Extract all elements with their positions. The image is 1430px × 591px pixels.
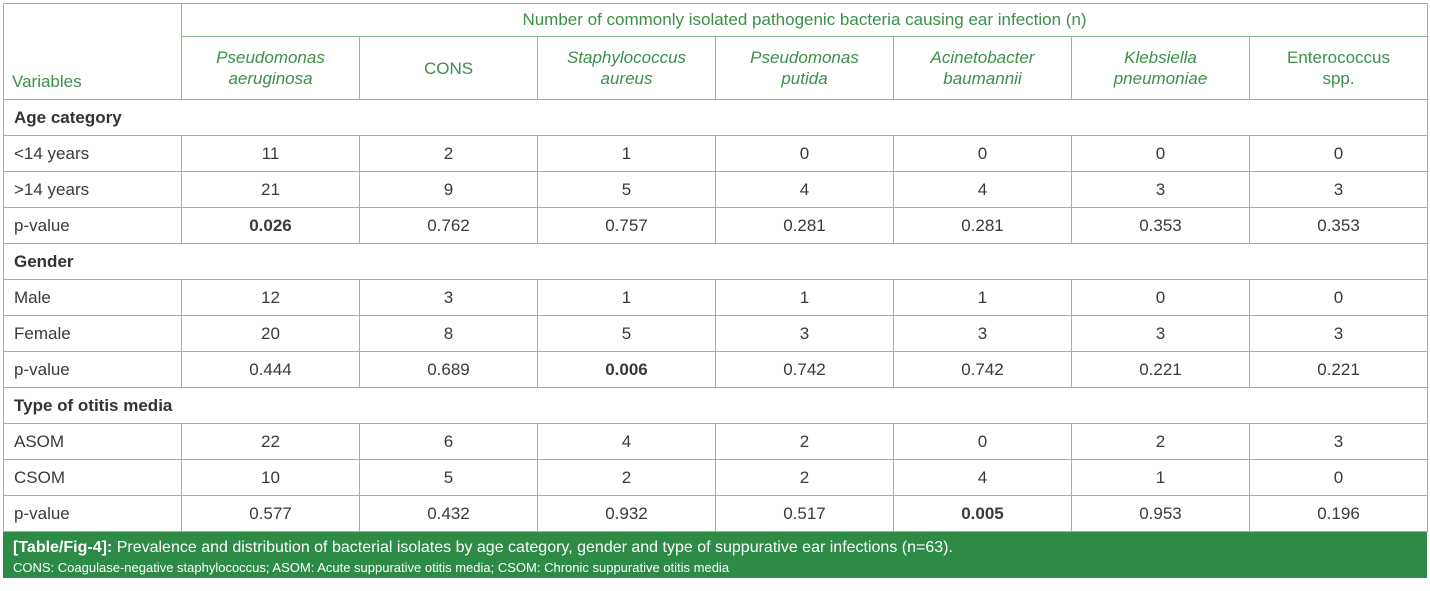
table-cell: 0 — [716, 136, 894, 172]
row-label: <14 years — [4, 136, 182, 172]
table-row — [4, 424, 1428, 460]
caption-tag: [Table/Fig-4]: — [13, 539, 113, 556]
column-header — [716, 37, 894, 100]
caption — [3, 532, 1427, 578]
column-header-line2: baumannii — [943, 69, 1022, 88]
column-header-line1: Pseudomonas — [750, 48, 859, 67]
section-title: Age category — [4, 100, 1428, 136]
column-header-line1: Acinetobacter — [930, 48, 1035, 67]
column-header — [538, 37, 716, 100]
column-header-line2: pneumoniae — [1113, 69, 1208, 88]
table-cell: 2 — [1072, 424, 1250, 460]
table-cell: 0.281 — [894, 208, 1072, 244]
table-cell: 1 — [538, 136, 716, 172]
table-cell: 0.221 — [1072, 352, 1250, 388]
column-header — [1072, 37, 1250, 100]
table-row — [4, 496, 1428, 532]
table-cell: 3 — [1250, 316, 1428, 352]
table-cell: 0.281 — [716, 208, 894, 244]
table-row — [4, 352, 1428, 388]
table-cell: 0.005 — [894, 496, 1072, 532]
table-cell: 0 — [894, 424, 1072, 460]
column-header-line1: Pseudomonas — [216, 48, 325, 67]
table-cell: 6 — [360, 424, 538, 460]
table-cell: 3 — [1072, 316, 1250, 352]
table-header — [4, 4, 1428, 100]
table-row — [4, 172, 1428, 208]
caption-text: Prevalence and distribution of bacterial isolates by age category, gender and type of suppurative ear infections (n=63). — [116, 539, 953, 556]
row-label: CSOM — [4, 460, 182, 496]
table-cell: 0 — [1072, 280, 1250, 316]
column-header — [1250, 37, 1428, 100]
column-header-line1: Klebsiella — [1124, 48, 1197, 67]
table-cell: 10 — [182, 460, 360, 496]
table-cell: 2 — [360, 136, 538, 172]
table-cell: 11 — [182, 136, 360, 172]
table-cell: 5 — [360, 460, 538, 496]
column-header — [360, 37, 538, 100]
table-cell: 0 — [1250, 136, 1428, 172]
column-header-line1: Enterococcus — [1287, 48, 1391, 67]
table-cell: 0.444 — [182, 352, 360, 388]
table-cell: 4 — [894, 172, 1072, 208]
column-header-line2: aureus — [600, 69, 653, 88]
variables-header: Variables — [4, 4, 182, 100]
table-cell: 2 — [716, 460, 894, 496]
row-label: p-value — [4, 352, 182, 388]
section-title: Gender — [4, 244, 1428, 280]
table-cell: 1 — [716, 280, 894, 316]
caption-footnote: CONS: Coagulase-negative staphylococcus; ASOM: Acute suppurative otitis media; CSOM: Chronic suppurative otitis media — [13, 560, 730, 575]
table-cell: 0.742 — [716, 352, 894, 388]
table-cell: 2 — [716, 424, 894, 460]
column-header-line1: Staphylococcus — [566, 48, 687, 67]
table-cell: 3 — [894, 316, 1072, 352]
column-header-line2: aeruginosa — [228, 69, 313, 88]
table-cell: 12 — [182, 280, 360, 316]
table-cell: 0.432 — [360, 496, 538, 532]
column-header-row — [4, 37, 1428, 100]
table-cell: 0.762 — [360, 208, 538, 244]
table-cell: 0.517 — [716, 496, 894, 532]
table-figure — [3, 3, 1427, 578]
table-cell: 3 — [1072, 172, 1250, 208]
table-row — [4, 136, 1428, 172]
table-cell: 8 — [360, 316, 538, 352]
table-cell: 4 — [716, 172, 894, 208]
table-cell: 0.932 — [538, 496, 716, 532]
table-cell: 9 — [360, 172, 538, 208]
table-cell: 5 — [538, 172, 716, 208]
section-row — [4, 388, 1428, 424]
row-label: p-value — [4, 496, 182, 532]
row-label: ASOM — [4, 424, 182, 460]
table-cell: 3 — [716, 316, 894, 352]
table-row — [4, 280, 1428, 316]
table-cell: 0.757 — [538, 208, 716, 244]
table-row — [4, 460, 1428, 496]
row-label: Male — [4, 280, 182, 316]
table-cell: 0 — [1250, 460, 1428, 496]
table-cell: 0 — [1250, 280, 1428, 316]
column-header-line1: CONS — [423, 58, 474, 78]
section-row — [4, 100, 1428, 136]
table-cell: 4 — [894, 460, 1072, 496]
table-cell: 4 — [538, 424, 716, 460]
table-cell: 1 — [538, 280, 716, 316]
table-cell: 0.006 — [538, 352, 716, 388]
table-cell: 0.742 — [894, 352, 1072, 388]
bacteria-table — [3, 3, 1428, 532]
table-cell: 0.353 — [1072, 208, 1250, 244]
table-cell: 0.196 — [1250, 496, 1428, 532]
table-cell: 21 — [182, 172, 360, 208]
table-row — [4, 316, 1428, 352]
table-cell: 0 — [1072, 136, 1250, 172]
table-cell: 2 — [538, 460, 716, 496]
section-row — [4, 244, 1428, 280]
table-cell: 0.953 — [1072, 496, 1250, 532]
table-cell: 3 — [360, 280, 538, 316]
section-title: Type of otitis media — [4, 388, 1428, 424]
row-label: >14 years — [4, 172, 182, 208]
table-cell: 20 — [182, 316, 360, 352]
column-header-line2: putida — [781, 69, 828, 88]
table-row — [4, 208, 1428, 244]
caption-line — [13, 537, 1417, 559]
column-header — [182, 37, 360, 100]
table-cell: 22 — [182, 424, 360, 460]
column-header — [894, 37, 1072, 100]
row-label: Female — [4, 316, 182, 352]
table-cell: 5 — [538, 316, 716, 352]
table-cell: 0 — [894, 136, 1072, 172]
table-cell: 0.577 — [182, 496, 360, 532]
table-cell: 0.221 — [1250, 352, 1428, 388]
group-title: Number of commonly isolated pathogenic bacteria causing ear infection (n) — [182, 4, 1428, 37]
table-body — [4, 100, 1428, 532]
table-cell: 0.353 — [1250, 208, 1428, 244]
column-header-line2: spp. — [1322, 69, 1355, 88]
table-cell: 3 — [1250, 424, 1428, 460]
table-cell: 0.026 — [182, 208, 360, 244]
table-cell: 0.689 — [360, 352, 538, 388]
row-label: p-value — [4, 208, 182, 244]
table-cell: 3 — [1250, 172, 1428, 208]
table-cell: 1 — [1072, 460, 1250, 496]
table-cell: 1 — [894, 280, 1072, 316]
